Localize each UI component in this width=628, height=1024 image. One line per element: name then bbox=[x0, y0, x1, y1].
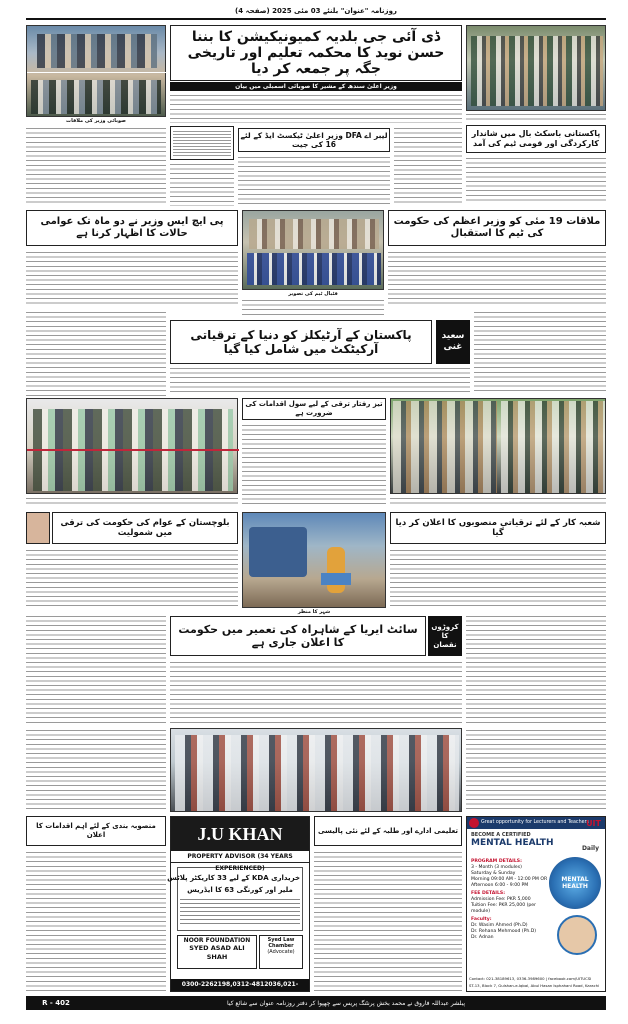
article-right-3-text bbox=[474, 310, 606, 394]
kda-line-2: ملیر اور کورنگی 63 کا ایڈریس bbox=[187, 886, 293, 894]
headline-1-subbar: وزیر اعلیٰ سندھ کے مشیر کا صوبائی اسمبلی میں بیان bbox=[170, 82, 462, 91]
article-left-5-text bbox=[26, 614, 166, 724]
small-col-text-1 bbox=[170, 162, 234, 206]
gathering-photo bbox=[390, 398, 606, 494]
faculty-line-3: Dr. Adnan bbox=[471, 935, 494, 940]
uit-course: MENTAL HEALTH bbox=[471, 838, 554, 848]
article-3-text bbox=[170, 366, 470, 394]
article-1-text bbox=[170, 93, 462, 123]
headline-3: پاکستان کے آرٹیکلز کو دنیا کے ترقیاتی آرکیٹکٹ میں شامل کیا گیا bbox=[170, 320, 432, 364]
meeting-photo bbox=[26, 25, 166, 117]
article-col-62-text bbox=[394, 126, 462, 206]
headline-2-right: ملاقات 19 مئی کو وزیر اعظم کی حکومت کی ٹیم کا استقبال bbox=[388, 210, 606, 246]
bottom-left-text bbox=[26, 850, 166, 992]
fee-line-1: Admission Fee: PKR 5,000 bbox=[471, 897, 531, 902]
article-center-small-text bbox=[238, 155, 390, 206]
football-team-photo bbox=[242, 210, 384, 290]
ribbon-caption bbox=[26, 496, 238, 506]
program-line-4: Afternoon 6:00 - 9:00 PM bbox=[471, 883, 529, 888]
uit-contact: Contact: 021-38189613, 0336-3989600 | facebook.com/UITUCSI bbox=[469, 976, 592, 981]
faculty-line-2: Dr. Rehana Mehmood (Ph.D) bbox=[471, 929, 537, 934]
headline-right-top: پاکستانی باسکٹ بال میں شاندار کارکردگی اور قومی ٹیم کی آمد bbox=[466, 125, 606, 153]
jukhan-ad bbox=[167, 816, 310, 992]
gathering-caption bbox=[390, 496, 606, 506]
article-4-right-text bbox=[390, 548, 606, 610]
headline-5: سائٹ ایریا کے شاہراہ کی تعمیر میں حکومت کا اعلان جاری ہے bbox=[170, 616, 426, 656]
article-2-text bbox=[26, 250, 238, 306]
headline-2: پی ایچ ایس وزیر نے دو ماہ تک عوامی حالات کا اظہار کرنا ہے bbox=[26, 210, 238, 246]
jukhan-phones: 0300-2262198,0312-4812036,021- bbox=[171, 979, 309, 991]
program-title: PROGRAM DETAILS: bbox=[471, 859, 522, 864]
program-line-2: Saturday & Sunday bbox=[471, 871, 516, 876]
program-line-1: 3 - Month (3 modules) bbox=[471, 865, 522, 870]
team-photo-top bbox=[466, 25, 606, 111]
article-left-3-text bbox=[26, 310, 166, 400]
article-2-right-text bbox=[388, 250, 606, 306]
headline-5-tag: کروڑوں کا نقصان bbox=[428, 616, 462, 656]
uit-ad bbox=[466, 816, 606, 992]
article-center-3b-text bbox=[242, 423, 386, 506]
headline-3-tag: سعید غنی bbox=[436, 320, 470, 364]
street-truck-photo bbox=[242, 512, 386, 608]
headline-small-1: لیبر اے DFA وزیر اعلیٰ ٹیکسٹ ایڈ کے لئے 16 کی جیت bbox=[238, 128, 390, 152]
team-photo-top-caption bbox=[466, 112, 606, 122]
bottom-center-text bbox=[314, 850, 462, 992]
fee-line-2: Tuition Fee: PKR 25,000 (per module) bbox=[471, 903, 536, 914]
article-left-6-text bbox=[26, 728, 166, 812]
footer-code: R - 402 bbox=[42, 999, 70, 1007]
footer-bar bbox=[26, 996, 606, 1010]
jukhan-tagline: PROPERTY ADVISOR (34 YEARS EXPERIENCED) bbox=[171, 851, 309, 863]
delegation-group-photo bbox=[170, 728, 462, 812]
article-right-5-text bbox=[466, 614, 606, 724]
meeting-photo-caption: صوبائی وزیر کی ملاقات bbox=[66, 118, 126, 124]
law-chamber: Syed Law Chamber bbox=[267, 937, 295, 949]
program-line-3: Morning 09:00 AM - 12:00 PM OR bbox=[471, 877, 548, 882]
noor-foundation: NOOR FOUNDATION bbox=[183, 937, 251, 944]
article-5-text bbox=[170, 660, 462, 724]
uit-course-suffix: Daily bbox=[581, 845, 599, 852]
headline-1: ڈی آئی جی بلدیہ کمیونیکیشن کا بننا حسن نوید کا محکمہ تعلیم اور تاریخی جگہ پر جمعہ کر دیا bbox=[170, 25, 462, 81]
article-right-top-text bbox=[466, 156, 606, 204]
uit-address: ST-13, Block 7, Gulshan-e-Iqbal, Abul Hasan Isphahani Road, Karachi bbox=[469, 983, 600, 988]
street-photo-caption: شہر کا منظر bbox=[297, 609, 331, 615]
footer-text: پبلشر عبداللہ فاروق نے محمد بخش پرنٹنگ پریس سے چھپوا کر دفتر روزنامہ عنوان سے شائع کیا bbox=[226, 999, 466, 1007]
uit-logo: UIT bbox=[586, 819, 601, 828]
headline-3-sub: تیز رفتار ترقی کے لیے سول اقدامات کی ضرورت ہے bbox=[242, 398, 386, 420]
small-box-left bbox=[170, 126, 234, 160]
article-4-text bbox=[26, 548, 238, 610]
masthead bbox=[26, 6, 606, 20]
faculty-title: Faculty: bbox=[471, 917, 492, 922]
masthead-line: روزنامہ "عنوان" بلنئے 03 مئی 2025 (صفحہ 4) bbox=[235, 7, 397, 15]
bottom-right-headline: تعلیمی ادارے اور طلبہ کے لئے نئی پالیسی bbox=[314, 816, 462, 846]
kda-line-1: خریداری KDA کے لیے 33 کاریکٹر پلاٹس bbox=[167, 874, 300, 882]
fee-title: FEE DETAILS: bbox=[471, 891, 506, 896]
article-right-6-text bbox=[466, 728, 606, 812]
mental-health-badge-icon: MENTAL HEALTH bbox=[549, 857, 601, 909]
lawyer-role: (Advocate) bbox=[267, 949, 295, 955]
jukhan-name: J.U KHAN bbox=[171, 817, 309, 851]
portrait-photo-left bbox=[26, 512, 50, 544]
headline-4-right: شعبہ کار کے لئے ترقیاتی منصوبوں کا اعلان کر دیا گیا bbox=[390, 512, 606, 544]
headline-4: بلوچستان کے عوام کی حکومت کی ترقی میں شمولیت bbox=[52, 512, 238, 544]
uit-course-intro: BECOME A CERTIFIED bbox=[471, 832, 531, 838]
lawyer-name: SYED ASAD ALI SHAH bbox=[189, 944, 245, 961]
uit-banner: Great opportunity for Lecturers and Teachers bbox=[467, 817, 605, 829]
ribbon-cutting-photo bbox=[26, 398, 238, 494]
uit-emblem-icon bbox=[469, 818, 479, 828]
article-left-1-text bbox=[26, 126, 166, 206]
football-team-caption: فٹبال ٹیم کی تصویر bbox=[288, 291, 338, 297]
faculty-line-1: Dr. Wasim Ahmed (Ph.D) bbox=[471, 923, 528, 928]
person-photo bbox=[557, 915, 597, 955]
bottom-left-headline: منصوبہ بندی کے لئے اہم اقدامات کا اعلان bbox=[26, 816, 166, 846]
football-article-text bbox=[242, 298, 384, 318]
